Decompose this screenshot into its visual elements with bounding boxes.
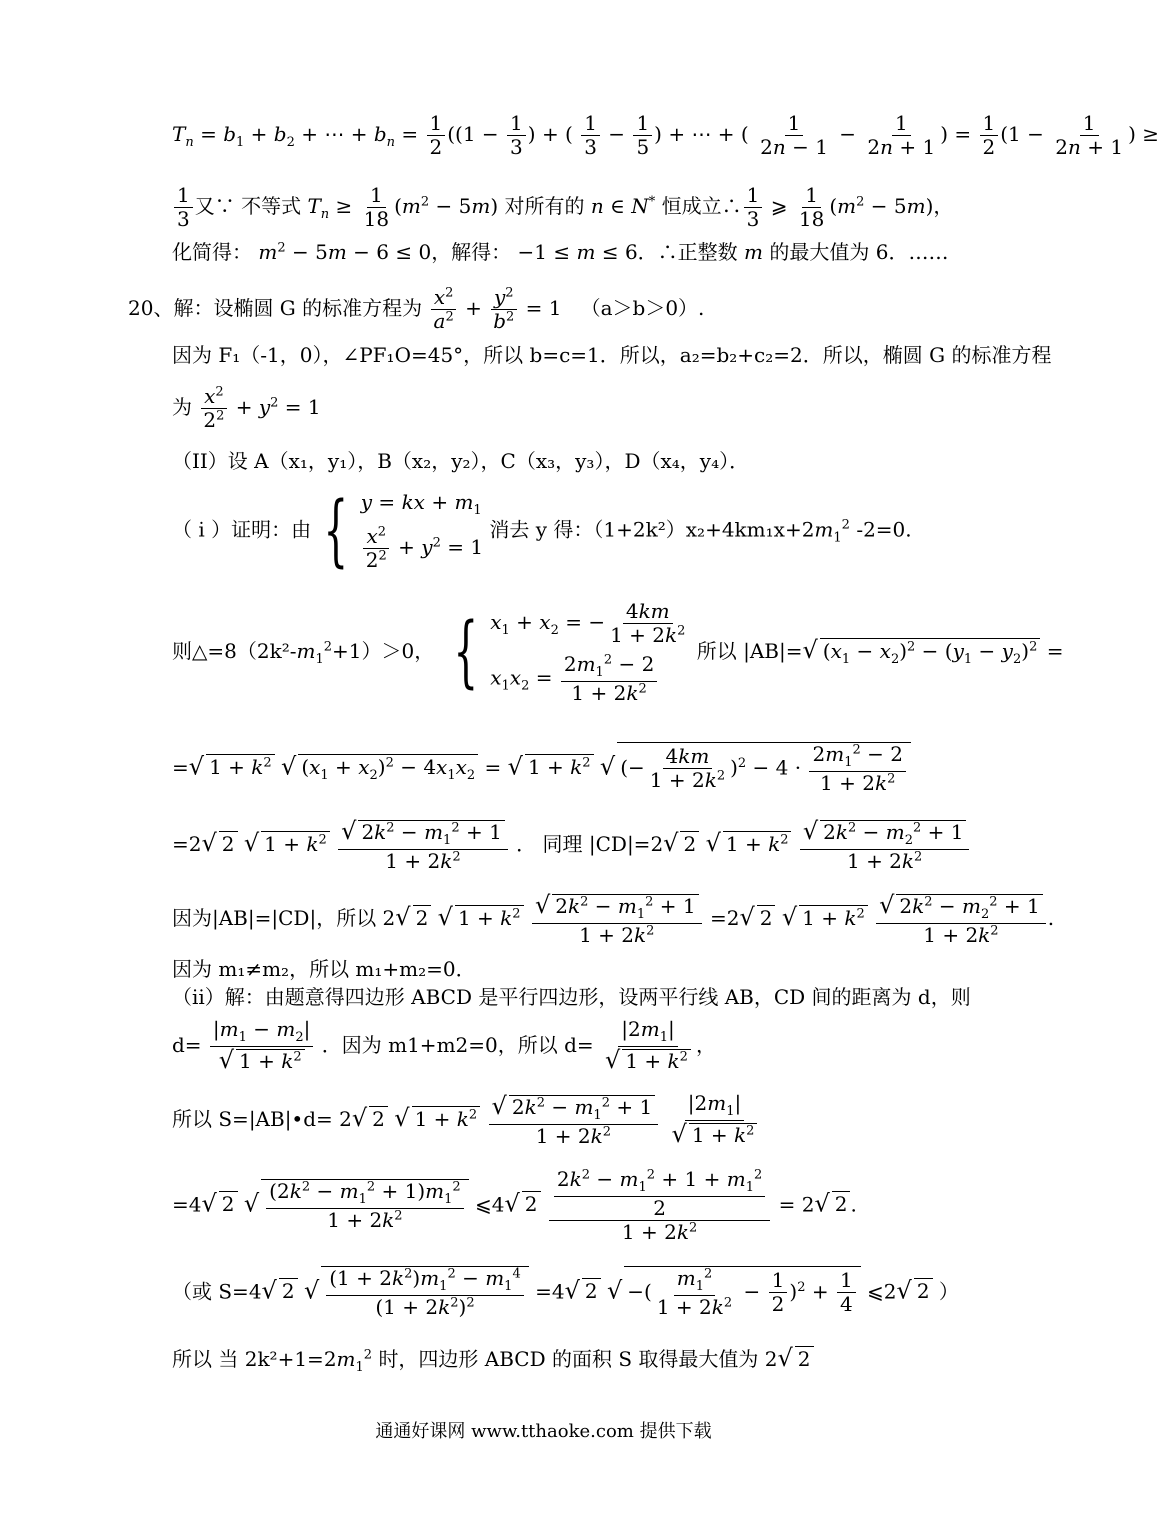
q20-ab-result: =2√ 2 √ $1 + k^2$ $\frac{√ 2k^2 - m_1^2 + 1}{1 + 2k^2}$ ． 同理 |CD|=2√ 2 √ $1 + k^2$ $\frac{√ 2k^2 - m_2^2 + 1}{1 + 2k^2}$ [172,818,971,873]
q20-ii: （ii）解：由题意得四边形 ABCD 是平行四边形，设两平行线 AB，CD 间的距离为 d，则 [172,985,971,1009]
q20-line1: 因为 F₁（-1，0），∠PF₁O=45°，所以 b=c=1．所以，a₂=b₂+c₂=2．所以，椭圆 G 的标准方程 [172,343,1052,367]
q20-alternative: （或 S=4√ 2 √ $\frac{(1 + 2k^2)m_1^2 - m_1^4}{(1 + 2k^2)^2}$ =4√ 2 √ −( $\frac{m_1^2}{1 + 2k^2}$ − $\frac{1}{2}$ )$^2$ + $\frac{1}{4}$ ⩽2√ 2 ） [172,1266,959,1319]
q20-s-line: 所以 S=|AB|•d= 2√ 2 √ $1 + k^2$ $\frac{√ 2k^2 - m_1^2 + 1}{1 + 2k^2}$ $\frac{|2m_1|}{√ 1 + k^2}$ [172,1092,762,1149]
q20-m-conclusion: 因为 m₁≠m₂，所以 m₁+m₂=0． [172,957,476,981]
q20-i-line: （ i ）证明：由 { y = kx + $m_1$ $\frac{x^2}{2^2}$ + $y^2 = 1$ 消去 y 得：$(1+2k^2)x_2+4km_1x+2m_1^2$ -2=0. [172,485,912,576]
q20-part2: （II）设 A（x₁，y₁），B（x₂，y₂），C（x₃，y₃），D（x₄，y₄）． [172,449,750,473]
q20-number: 20、 [128,296,174,320]
q20-delta-line: 则$\triangle=8(2k^2-m_1^2+1)>0$， { $x_1 + x_2$ = − $\frac{4km}{1 + 2k^2}$ $x_1x_2$ = $\frac{2m_1^2 - 2}{1 + 2k^2}$ 所以 |AB|=√ $(x_1 - x_2)^2 - (y_1 - y_2)^2$ = [172,599,1064,705]
q20-header: 20、解：设椭圆 G 的标准方程为 $\frac{x^2}{a^2}$ + $\frac{y^2}{b^2}$ = 1 （a＞b＞0）. [128,285,705,333]
page-footer: 通通好课网 www.tthaoke.com 提供下载 [375,1421,712,1442]
q20-final: 所以 当 $2k^2+1=2m_1^2$ 时，四边形 ABCD 的面积 S 取得最大值为 2√ 2 [172,1344,814,1376]
q20-ellipse-eq: 为 $\frac{x^2}{2^2}$ + $y^2 = 1$ [172,384,321,432]
q20-because-ab: 因为|AB|=|CD|，所以 2√ 2 √ $1 + k^2$ $\frac{√ 2k^2 - m_1^2 + 1}{1 + 2k^2}$ =2√ 2 √ $1 + k^2$ $\frac{√ 2k^2 - m_2^2 + 1}{1 + 2k^2}$ . [172,891,1055,947]
tn-tail: ≥ [1142,122,1159,146]
inequality-line: $\frac{1}{3}$ 又∵ 不等式 $T_n$ ≥ $\frac{1}{18}$ $(m^2 - 5m)$ 对所有的 n ∈ N* 恒成立∴ $\frac{1}{3}$ ⩾ $\frac{1}{18}$ $(m^2 - 5m)$， [172,184,953,231]
q20-d-line: d= $\frac{|m_1 - m_2|}{√ 1 + k^2}$ ．因为 m1+m2=0，所以 d= $\frac{|2m_1|}{√ 1 + k^2}$ ， [172,1017,716,1074]
q20-ab-expand: =√ $1 + k^2$ √ $(x_1 + x_2)^2 - 4x_1x_2$ = √ $1 + k^2$ √ (− $\frac{4km}{1 + 2k^2}$ )$^2$ − 4 · $\frac{2m_1^2 - 2}{1 + 2k^2}$ [172,742,911,795]
q20-s-bound: =4√ 2 √ $\frac{(2k^2 - m_1^2 + 1)m_1^2}{1 + 2k^2}$ ⩽4√ 2 $\frac{\frac{2k^2 - m_1^2 + 1 + m_1^2}{2}}{1 + 2k^2}$ = 2√ 2 . [172,1167,857,1244]
simplify-line: 化简得： $m^2 - 5m - 6 \le 0$，解得： −1 ≤ m ≤ 6．∴正整数 m 的最大值为 6．…… [172,240,949,264]
tn-sum-line: $T_n = b_1 + b_2$ + ⋯ + $b_n$ = $\frac{1}{2}$ ((1 − $\frac{1}{3}$ ) + ( $\frac{1}{3}$ − $\frac{1}{5}$ ) + ⋯ + ( $\frac{1}{2n - 1}$ − $\frac{1}{2n + 1}$ ) = $\frac{1}{2}$ (1 − $\frac{1}{2n + 1}$ ) ≥ [172,111,1159,159]
